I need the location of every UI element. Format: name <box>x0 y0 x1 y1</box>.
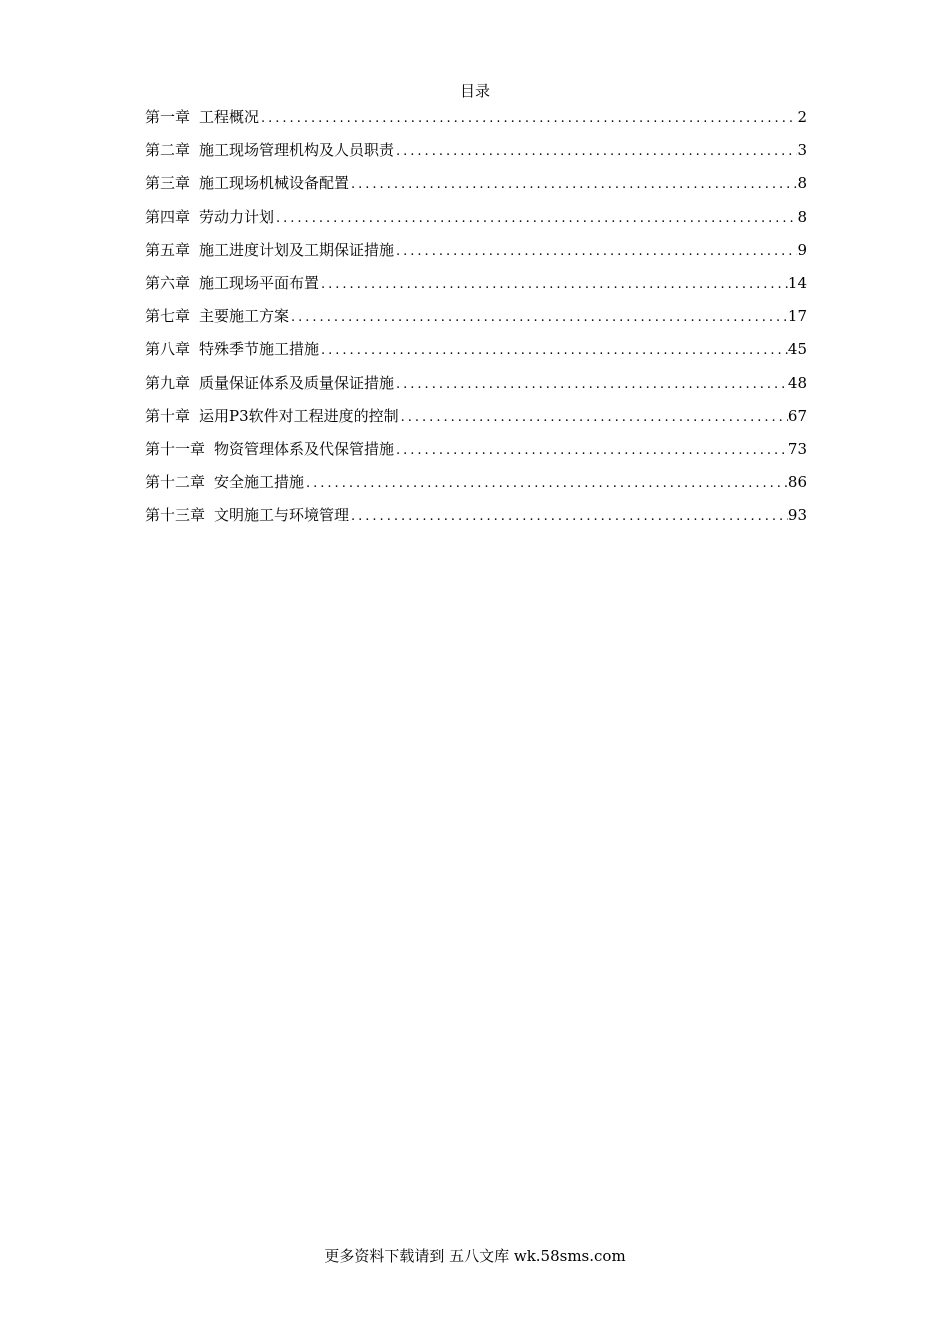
toc-page-number: 8 <box>797 174 807 193</box>
toc-chapter-number: 第十三章 <box>145 506 206 525</box>
toc-entry[interactable] <box>145 338 807 371</box>
toc-dot-leader <box>394 141 797 163</box>
toc-chapter-number: 第十二章 <box>145 473 206 492</box>
toc-page-number: 9 <box>797 240 807 259</box>
toc-chapter-number: 第二章 <box>145 141 191 160</box>
toc-dot-leader <box>319 274 788 296</box>
toc-chapter-number: 第一章 <box>145 108 191 126</box>
toc-page-number: 17 <box>787 307 807 326</box>
toc-entry[interactable] <box>145 139 807 172</box>
toc-dot-leader <box>274 208 797 230</box>
toc-chapter-title: 施工现场机械设备配置 <box>199 174 350 193</box>
toc-chapter-title: 运用P3软件对工程进度的控制 <box>199 406 399 425</box>
toc-page-number: 3 <box>797 141 807 160</box>
toc-dot-leader <box>394 374 788 396</box>
toc-entry[interactable] <box>145 239 807 272</box>
toc-chapter-title: 物资管理体系及代保管措施 <box>214 439 395 458</box>
toc-dot-leader <box>259 108 797 130</box>
toc-page-number: 2 <box>797 108 807 126</box>
toc-chapter-number: 第九章 <box>145 373 191 392</box>
toc-page-number: 86 <box>787 473 807 492</box>
toc-chapter-title: 特殊季节施工措施 <box>199 340 320 359</box>
toc-entry[interactable] <box>145 172 807 205</box>
toc-dot-leader <box>349 506 788 528</box>
toc-dot-leader <box>394 440 788 462</box>
toc-chapter-title: 施工进度计划及工期保证措施 <box>199 240 395 259</box>
toc-chapter-number: 第七章 <box>145 307 191 326</box>
toc-page-number: 48 <box>787 373 807 392</box>
toc-chapter-title: 文明施工与环境管理 <box>214 506 350 525</box>
toc-entry[interactable] <box>145 504 807 537</box>
toc-page-number: 93 <box>787 506 807 525</box>
toc-chapter-title: 施工现场平面布置 <box>199 273 320 292</box>
toc-chapter-title: 施工现场管理机构及人员职责 <box>199 141 395 160</box>
toc-entry[interactable] <box>145 471 807 504</box>
toc-chapter-number: 第三章 <box>145 174 191 193</box>
toc-entry[interactable] <box>145 106 807 139</box>
toc-dot-leader <box>304 473 788 495</box>
page-footer: 更多资料下载请到 五八文库 wk.58sms.com <box>324 1247 626 1265</box>
toc-chapter-title: 安全施工措施 <box>214 473 305 492</box>
toc-chapter-title: 劳动力计划 <box>199 207 275 226</box>
toc-chapter-number: 第四章 <box>145 207 191 226</box>
toc-chapter-number: 第八章 <box>145 340 191 359</box>
toc-chapter-number: 第五章 <box>145 240 191 259</box>
toc-dot-leader <box>349 174 797 196</box>
toc-page-number: 8 <box>797 207 807 226</box>
toc-chapter-title: 质量保证体系及质量保证措施 <box>199 373 395 392</box>
toc-chapter-number: 第六章 <box>145 273 191 292</box>
toc-chapter-number: 第十章 <box>145 406 191 425</box>
toc-entry[interactable] <box>145 206 807 239</box>
toc-page-number: 73 <box>787 439 807 458</box>
toc-entry[interactable] <box>145 372 807 405</box>
toc-entry[interactable] <box>145 272 807 305</box>
toc-page-number: 14 <box>787 273 807 292</box>
toc-chapter-number: 第十一章 <box>145 439 206 458</box>
toc-title: 目录 <box>459 82 490 100</box>
toc-dot-leader <box>394 241 797 263</box>
toc-chapter-title: 工程概况 <box>199 108 260 126</box>
toc-dot-leader <box>289 307 788 329</box>
toc-page-number: 67 <box>787 406 807 425</box>
toc-chapter-title: 主要施工方案 <box>199 307 290 326</box>
toc-page-number: 45 <box>787 340 807 359</box>
toc-entry[interactable] <box>145 405 807 438</box>
toc-dot-leader <box>399 407 788 429</box>
table-of-contents <box>145 106 807 537</box>
toc-entry[interactable] <box>145 305 807 338</box>
toc-dot-leader <box>319 340 788 362</box>
toc-entry[interactable] <box>145 438 807 471</box>
